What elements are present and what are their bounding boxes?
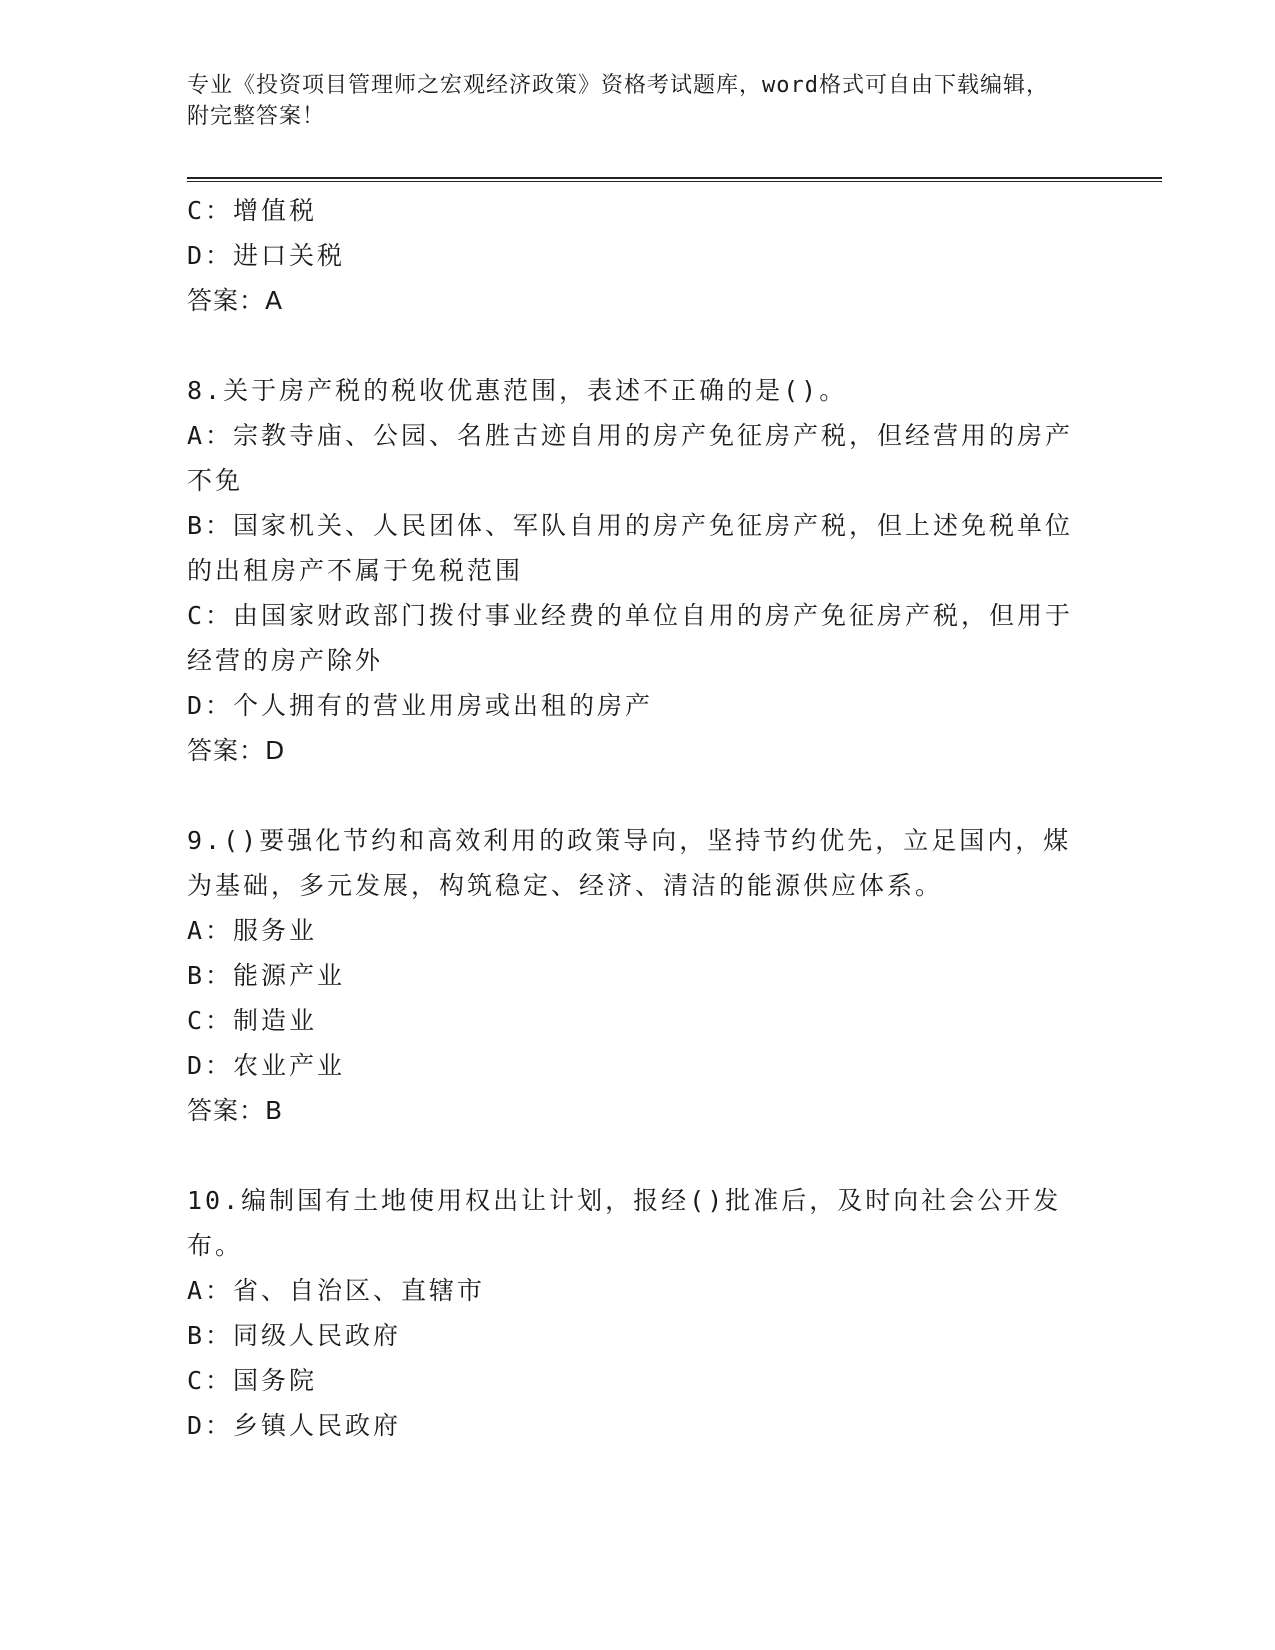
question-stem: 10.编制国有土地使用权出让计划，报经()批准后，及时向社会公开发布。 <box>187 1186 1062 1260</box>
option-d: D：乡镇人民政府 <box>187 1411 402 1440</box>
option-a: A：宗教寺庙、公园、名胜古迹自用的房产免征房产税，但经营用的房产不免 <box>187 421 1074 495</box>
prev-question <box>187 188 1087 323</box>
option-b: B：同级人民政府 <box>187 1321 402 1350</box>
question-9 <box>187 818 1087 1133</box>
option-c: C：由国家财政部门拨付事业经费的单位自用的房产免征房产税，但用于经营的房产除外 <box>187 601 1074 675</box>
question-stem: 8.关于房产税的税收优惠范围，表述不正确的是()。 <box>187 376 848 405</box>
option-a: A：省、自治区、直辖市 <box>187 1276 486 1305</box>
option-d: D：农业产业 <box>187 1051 346 1080</box>
question-content <box>187 188 1087 1448</box>
question-8 <box>187 368 1087 773</box>
answer-line: 答案：A <box>187 286 284 315</box>
option-c: C：制造业 <box>187 1006 318 1035</box>
option-b: B：国家机关、人民团体、军队自用的房产免征房产税，但上述免税单位的出租房产不属于免税范围 <box>187 511 1074 585</box>
answer-line: 答案：B <box>187 1096 284 1125</box>
page-header: 专业《投资项目管理师之宏观经济政策》资格考试题库，word格式可自由下载编辑，附完整答案！ <box>187 73 1049 129</box>
header-divider <box>187 177 1162 182</box>
question-10 <box>187 1178 1087 1448</box>
option-c: C：增值税 <box>187 196 318 225</box>
question-stem: 9.()要强化节约和高效利用的政策导向，坚持节约优先，立足国内，煤为基础，多元发展，构筑稳定、经济、清洁的能源供应体系。 <box>187 826 1072 900</box>
option-d: D：个人拥有的营业用房或出租的房产 <box>187 691 654 720</box>
answer-line: 答案：D <box>187 736 286 765</box>
option-b: B：能源产业 <box>187 961 346 990</box>
option-a: A：服务业 <box>187 916 318 945</box>
option-d: D：进口关税 <box>187 241 346 270</box>
option-c: C：国务院 <box>187 1366 318 1395</box>
